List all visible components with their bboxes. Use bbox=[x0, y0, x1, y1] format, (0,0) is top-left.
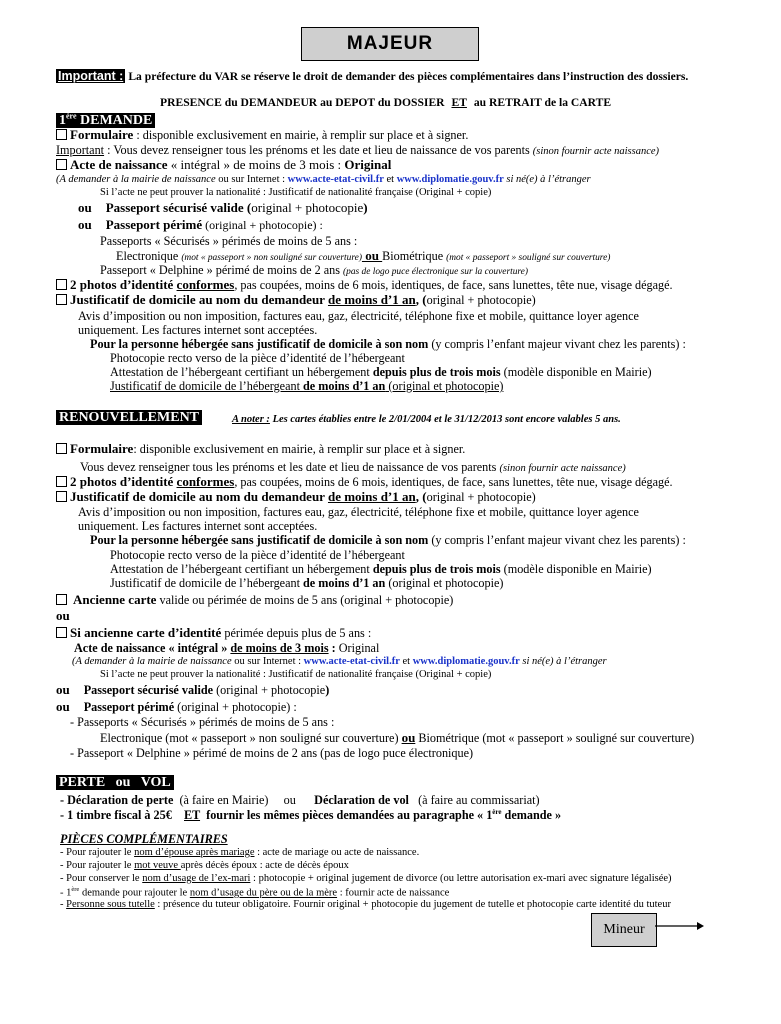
s2-ou1: ou bbox=[56, 682, 70, 697]
s4-r2-c: après décès époux : acte de décès époux bbox=[180, 860, 349, 871]
s3-l1-c: Déclaration de vol bbox=[314, 793, 409, 807]
s1-heb2-a: Attestation de l’hébergeant certifiant un hébergement bbox=[110, 365, 373, 379]
url-acte-etat-civil-2[interactable]: www.acte-etat-civil.fr bbox=[303, 656, 400, 667]
s2-si-a: Si ancienne carte d’identité bbox=[70, 625, 222, 640]
s4-r4-d: : fournir acte de naissance bbox=[337, 887, 450, 899]
s1-heb2-c: (modèle disponible en Mairie) bbox=[500, 365, 652, 379]
s4-r4-sup: ère bbox=[71, 886, 80, 893]
s4-r4-b: demande pour rajouter le bbox=[79, 887, 190, 899]
s1-imp2-text: : Vous devez renseigner tous les prénoms et les date et lieu de naissance de vos parents bbox=[104, 143, 533, 157]
s1-heberge bbox=[90, 337, 686, 351]
s4-r1 bbox=[60, 847, 419, 859]
s2-heb3-a: Justificatif de domicile de l’hébergeant bbox=[110, 576, 304, 590]
presence-line bbox=[160, 96, 611, 109]
s1-photos-b: conformes bbox=[176, 277, 235, 292]
s1-acte-text: « intégral » de moins de 3 mois : bbox=[167, 157, 345, 172]
s2-acte-sub bbox=[72, 656, 607, 668]
s1-heb3-a: Justificatif de domicile de l’hébergeant bbox=[110, 379, 304, 393]
s2-domicile bbox=[56, 490, 536, 505]
s2-photos-a: 2 photos d’identité bbox=[70, 474, 177, 489]
s1-delphine-b: (pas de logo puce électronique sur la couverture) bbox=[343, 267, 528, 277]
s1-acte-sub-a: (A demander à la mairie de naissance bbox=[56, 174, 216, 185]
s1-dom-b: de moins d’1 an bbox=[327, 292, 416, 307]
s2-ou0: ou bbox=[56, 608, 70, 623]
s2-anc-a: Ancienne carte bbox=[73, 592, 157, 607]
s1-formulaire-text: : disponible exclusivement en mairie, à remplir sur place et à signer. bbox=[133, 128, 469, 142]
s1-pass-valide-c: ) bbox=[363, 200, 368, 215]
s2-ou2: ou bbox=[56, 699, 70, 714]
s1-heb1: Photocopie recto verso de la pièce d’identité de l’hébergeant bbox=[110, 351, 405, 365]
s2-elec-a: Electronique (mot « passeport » non souligné sur couverture) bbox=[100, 731, 402, 745]
s2-formulaire-text: : disponible exclusivement en mairie, à remplir sur place et à signer. bbox=[133, 442, 466, 456]
s2-vous-note: (sinon fournir acte naissance) bbox=[499, 463, 626, 474]
s3-l2-et: ET bbox=[184, 808, 201, 823]
s4-r3-b: nom d’usage de l’ex-mari bbox=[142, 873, 251, 884]
checkbox-icon[interactable] bbox=[56, 443, 67, 454]
s1-domicile bbox=[56, 293, 536, 308]
s2-vous-a: Vous devez renseigner tous les prénoms et les date et lieu de naissance de vos parents bbox=[80, 460, 500, 474]
s1-ou2: ou bbox=[78, 217, 92, 232]
s2-pass-valide bbox=[56, 683, 329, 698]
s2-avis1: Avis d’imposition ou non imposition, factures eau, gaz, électricité, téléphone fixe et mobile, quittance loyer agence bbox=[78, 505, 639, 519]
s1-pass-perime bbox=[78, 218, 323, 233]
s3-l2-c: demande » bbox=[501, 808, 562, 823]
s1-acte-sub-b: ou sur Internet : bbox=[215, 174, 288, 185]
s1-heb2-b: depuis plus de trois mois bbox=[372, 365, 501, 379]
s1-acte-sub-c: si né(e) à l’étranger bbox=[503, 174, 591, 185]
s2-ancienne bbox=[56, 593, 453, 608]
s2-note-a: A noter : bbox=[232, 414, 270, 425]
s2-dom-d: original + photocopie) bbox=[426, 490, 536, 504]
s2-pass-perime bbox=[56, 700, 297, 715]
s1-formulaire bbox=[56, 128, 468, 143]
s2-acte-d: Original bbox=[338, 641, 380, 655]
s3-l1-d: (à faire au commissariat) bbox=[408, 793, 540, 807]
s4-r3-a: - Pour conserver le bbox=[60, 873, 143, 884]
s1-heb2 bbox=[110, 365, 652, 379]
s2-acte-sub-b: ou sur Internet : bbox=[231, 656, 304, 667]
s4-r5-a: - bbox=[60, 899, 67, 910]
page-title: MAJEUR bbox=[301, 27, 479, 61]
s2-acte-a: Acte de naissance « intégral » bbox=[74, 641, 231, 655]
s1-photos-c: , pas coupées, moins de 6 mois, identiques, de face, sans lunettes, tête nue, visage dégagé. bbox=[234, 278, 673, 292]
s2-formulaire-label: Formulaire bbox=[70, 441, 134, 456]
hdr-rest: DEMANDE bbox=[76, 112, 153, 128]
important-text: La préfecture du VAR se réserve le droit de demander des pièces complémentaires dans l’instruction des dossiers. bbox=[128, 70, 689, 83]
s2-pass-valide-b: (original + photocopie bbox=[213, 683, 326, 697]
s2-acte-c: : bbox=[328, 641, 339, 655]
s1-dom-a: Justificatif de domicile au nom du demandeur bbox=[70, 292, 328, 307]
s2-note bbox=[232, 414, 621, 426]
s4-r4-a: - 1 bbox=[60, 887, 72, 899]
s1-formulaire-label: Formulaire bbox=[70, 127, 134, 142]
s2-heb-a: Pour la personne hébergée sans justificatif de domicile à son nom bbox=[90, 533, 429, 547]
s1-heb-a: Pour la personne hébergée sans justificatif de domicile à son nom bbox=[90, 337, 429, 351]
s2-header: RENOUVELLEMENT bbox=[56, 410, 202, 425]
s3-line2 bbox=[60, 808, 561, 822]
s2-photos bbox=[56, 475, 673, 490]
s4-r4 bbox=[60, 886, 449, 900]
s1-imp2-label: Important bbox=[56, 143, 105, 157]
s4-r1-b: nom d’épouse après mariage bbox=[134, 847, 255, 858]
s1-pass-valide-b: original + photocopie bbox=[251, 200, 364, 215]
s2-pass-perime-a: Passeport périmé bbox=[83, 700, 175, 714]
s1-delphine bbox=[100, 263, 528, 278]
s2-electronique bbox=[100, 731, 694, 746]
s3-l2-a: - 1 timbre fiscal à 25€ bbox=[60, 808, 184, 823]
s2-pass-valide-c: ) bbox=[325, 683, 330, 697]
s4-r3-c: : photocopie + original jugement de divorce (ou lettre autorisation ex-mari avec signature légalisée) bbox=[250, 873, 672, 884]
s2-elec-b: Biométrique (mot « passeport » souligné sur couverture) bbox=[415, 731, 695, 745]
s1-heb3-c: (original et photocopie) bbox=[385, 379, 504, 393]
s1-nationalite: Si l’acte ne peut prouver la nationalité : Justificatif de nationalité française (Original + copie) bbox=[100, 187, 492, 198]
s1-elec-d: (mot « passeport » souligné sur couverture) bbox=[446, 253, 611, 263]
s1-avis2: uniquement. Les factures internet sont acceptées. bbox=[78, 323, 318, 337]
s1-et1: et bbox=[383, 174, 397, 185]
s2-heb2 bbox=[110, 562, 652, 576]
s2-dom-c: , ( bbox=[415, 489, 427, 504]
s2-acte-sub-a: (A demander à la mairie de naissance bbox=[72, 656, 232, 667]
hdr-num: 1 bbox=[59, 112, 66, 128]
s2-photos-b: conformes bbox=[176, 474, 235, 489]
s2-pass-valide-a: Passeport sécurisé valide bbox=[83, 683, 214, 697]
s2-heb3 bbox=[110, 576, 503, 590]
s4-r2-b: mot veuve bbox=[134, 860, 181, 871]
s2-nationalite: Si l’acte ne peut prouver la nationalité : Justificatif de nationalité française (Original + copie) bbox=[100, 669, 492, 680]
s1-securises: Passeports « Sécurisés » périmés de moins de 5 ans : bbox=[100, 234, 358, 248]
s2-acte bbox=[74, 641, 379, 655]
s3-line1 bbox=[60, 793, 540, 807]
s1-heb3-b: de moins d’1 an bbox=[303, 379, 386, 393]
s4-r2-a: - Pour rajouter le bbox=[60, 860, 135, 871]
s4-r2 bbox=[60, 860, 349, 872]
important-label: Important : bbox=[58, 69, 124, 83]
s3-header: PERTE ou VOL bbox=[56, 775, 174, 790]
s2-dom-a: Justificatif de domicile au nom du demandeur bbox=[70, 489, 328, 504]
s2-avis2: uniquement. Les factures internet sont acceptées. bbox=[78, 519, 318, 533]
s2-heb2-a: Attestation de l’hébergeant certifiant un hébergement bbox=[110, 562, 373, 576]
s1-photos-a: 2 photos d’identité bbox=[70, 277, 177, 292]
s2-heb2-c: (modèle disponible en Mairie) bbox=[500, 562, 652, 576]
important-line bbox=[56, 69, 688, 83]
s3-l1-a: - Déclaration de perte bbox=[60, 793, 174, 807]
presence-et: ET bbox=[451, 96, 467, 109]
s1-acte bbox=[56, 158, 391, 173]
hdr-sup: ère bbox=[66, 111, 77, 120]
s2-heb1: Photocopie recto verso de la pièce d’identité de l’hébergeant bbox=[110, 548, 405, 562]
s1-elec-ou: ou bbox=[361, 248, 383, 263]
s2-dom-b: de moins d’1 an bbox=[327, 489, 416, 504]
checkbox-icon[interactable] bbox=[56, 627, 67, 638]
s2-acte-b: de moins de 3 mois bbox=[230, 641, 329, 655]
checkbox-icon[interactable] bbox=[56, 491, 67, 502]
checkbox-icon[interactable] bbox=[56, 294, 67, 305]
s3-l1-b: (à faire en Mairie) ou bbox=[173, 793, 315, 807]
s1-imp2-note: (sinon fournir acte naissance) bbox=[532, 146, 660, 157]
s1-acte-orig: Original bbox=[344, 157, 392, 172]
s1-delphine-a: Passeport « Delphine » périmé de moins de 2 ans bbox=[100, 263, 344, 277]
s2-heberge bbox=[90, 533, 686, 547]
s1-important2 bbox=[56, 143, 659, 158]
s1-photos bbox=[56, 278, 673, 293]
presence-a: PRESENCE du DEMANDEUR au DEPOT du DOSSIER bbox=[160, 96, 445, 109]
s4-r5-b: Personne sous tutelle bbox=[66, 899, 155, 910]
s1-heb-b: (y compris l’enfant majeur vivant chez les parents) : bbox=[428, 337, 686, 351]
section-header-perte-vol bbox=[56, 775, 174, 791]
arrow-right-icon bbox=[655, 920, 705, 932]
s2-heb2-b: depuis plus de trois mois bbox=[372, 562, 501, 576]
s1-pass-perime-a: Passeport périmé bbox=[105, 217, 203, 232]
s2-heb3-b: de moins d’1 an bbox=[303, 576, 386, 590]
presence-b: au RETRAIT de la CARTE bbox=[473, 96, 612, 109]
s2-heb3-c: (original et photocopie) bbox=[385, 576, 504, 590]
s1-acte-sub bbox=[56, 174, 591, 186]
s1-elec-c: Biométrique bbox=[382, 249, 447, 263]
s1-pass-perime-b: (original + photocopie) : bbox=[202, 218, 323, 232]
s2-photos-c: , pas coupées, moins de 6 mois, identiques, de face, sans lunettes, tête nue, visage dégagé. bbox=[234, 475, 673, 489]
s2-si-b: périmée depuis plus de 5 ans : bbox=[221, 626, 372, 640]
s2-si bbox=[56, 626, 371, 641]
s2-heb-b: (y compris l’enfant majeur vivant chez les parents) : bbox=[428, 533, 686, 547]
s4-r4-c: nom d’usage du père ou de la mère bbox=[189, 887, 338, 899]
s1-dom-c: , ( bbox=[415, 292, 427, 307]
s4-r5-c: : présence du tuteur obligatoire. Fournir original + photocopie du jugement de tutelle et photocopie carte identité du tuteur bbox=[154, 899, 671, 910]
url-diplomatie[interactable]: www.diplomatie.gouv.fr bbox=[396, 174, 504, 185]
checkbox-icon[interactable] bbox=[56, 594, 67, 605]
section-header-pieces-complementaires: PIÈCES COMPLÉMENTAIRES bbox=[60, 832, 228, 846]
s4-r3 bbox=[60, 873, 672, 885]
checkbox-icon[interactable] bbox=[56, 129, 67, 140]
s2-pass-perime-b: (original + photocopie) : bbox=[174, 700, 297, 714]
s1-elec-a: Electronique bbox=[116, 249, 182, 263]
url-diplomatie-2[interactable]: www.diplomatie.gouv.fr bbox=[412, 656, 520, 667]
s3-l2-sup: ère bbox=[492, 808, 502, 816]
s2-formulaire bbox=[56, 442, 465, 457]
s4-r1-a: - Pour rajouter le bbox=[60, 847, 135, 858]
s2-anc-b: valide ou périmée de moins de 5 ans (original + photocopie) bbox=[156, 593, 454, 607]
s4-r1-c: : acte de mariage ou acte de naissance. bbox=[254, 847, 420, 858]
s2-delphine: - Passeport « Delphine » périmé de moins de 2 ans (pas de logo puce électronique) bbox=[70, 746, 474, 760]
s2-et1: et bbox=[399, 656, 413, 667]
s3-l2-b: fournir les mêmes pièces demandées au paragraphe « 1 bbox=[200, 808, 493, 823]
s1-acte-label: Acte de naissance bbox=[70, 157, 168, 172]
s2-acte-sub-c: si né(e) à l’étranger bbox=[519, 656, 607, 667]
s1-ou1: ou bbox=[78, 200, 92, 215]
s2-vous bbox=[80, 460, 626, 475]
s1-dom-d: original + photocopie) bbox=[426, 293, 536, 307]
section-header-renouvellement bbox=[56, 410, 202, 426]
s2-securises: - Passeports « Sécurisés » périmés de moins de 5 ans : bbox=[70, 715, 335, 729]
s1-elec-b: (mot « passeport » non souligné sur couverture) bbox=[181, 253, 362, 263]
checkbox-icon[interactable] bbox=[56, 476, 67, 487]
s2-elec-ou: ou bbox=[401, 730, 416, 745]
s1-pass-valide-a: Passeport sécurisé valide ( bbox=[105, 200, 252, 215]
s1-heb3 bbox=[110, 379, 503, 393]
checkbox-icon[interactable] bbox=[56, 159, 67, 170]
s1-avis1: Avis d’imposition ou non imposition, factures eau, gaz, électricité, téléphone fixe et mobile, quittance loyer agence bbox=[78, 309, 639, 323]
url-acte-etat-civil[interactable]: www.acte-etat-civil.fr bbox=[287, 174, 384, 185]
checkbox-icon[interactable] bbox=[56, 279, 67, 290]
s1-electronique bbox=[116, 249, 610, 264]
s4-r5 bbox=[60, 899, 671, 911]
s1-pass-valide bbox=[78, 201, 368, 216]
mineur-button[interactable]: Mineur bbox=[591, 913, 657, 947]
s2-note-b: Les cartes établies entre le 2/01/2004 et le 31/12/2013 sont encore valables 5 ans. bbox=[269, 414, 621, 425]
